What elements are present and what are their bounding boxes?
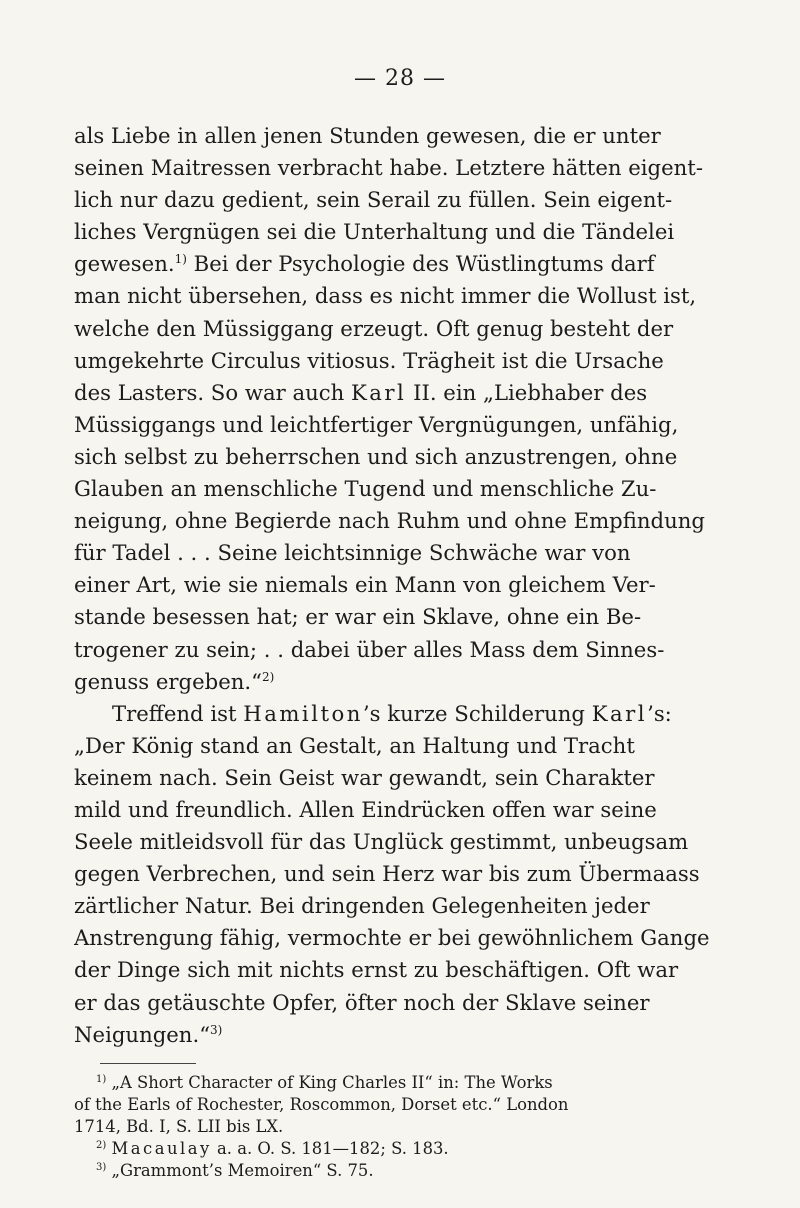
text-line: mild und freundlich. Allen Eindrücken offen war seine <box>74 796 657 822</box>
text-line: als Liebe in allen jenen Stunden gewesen, die er unter <box>74 123 661 148</box>
text-line: welche den Müssiggang erzeugt. Oft genug besteht der <box>74 315 674 341</box>
footnote-divider <box>100 1063 196 1064</box>
text-line <box>74 1019 728 1051</box>
text-line: einer Art, wie sie niemals ein Mann von gleichem Ver- <box>74 572 656 598</box>
footnote-text: a. a. O. S. 181—182; S. 183. <box>211 1139 449 1158</box>
text-line: „Der König stand an Gestalt, an Haltung und Tracht <box>74 732 635 758</box>
text-line: lich nur dazu gedient, sein Serail zu füllen. Sein eigent- <box>74 187 673 213</box>
footnotes <box>74 1072 728 1182</box>
text-fragment: Neigungen.“ <box>74 1021 211 1047</box>
text-fragment: Treffend ist <box>112 700 244 726</box>
text-line: keinem nach. Sein Geist war gewandt, sein Charakter <box>74 764 655 790</box>
footnote-3 <box>74 1160 728 1182</box>
text-line: der Dinge sich mit nichts ernst zu beschäftigen. Oft war <box>74 957 679 983</box>
person-name: Macaulay <box>111 1139 212 1158</box>
text-line: Anstrengung fähig, vermochte er bei gewöhnlichem Gange <box>74 925 710 951</box>
footnote-2 <box>74 1138 728 1160</box>
footnote-1-cont: of the Earls of Rochester, Roscommon, Dorset etc.“ London <box>74 1095 569 1114</box>
text-fragment: ’s kurze Schilderung <box>362 700 592 726</box>
text-line: gegen Verbrechen, und sein Herz war bis zum Übermaass <box>74 861 700 887</box>
text-fragment: Bei der Psychologie des Wüstlingtums darf <box>186 251 655 277</box>
body-text <box>74 120 728 1051</box>
text-line <box>74 248 728 280</box>
text-line: liches Vergnügen sei die Unterhaltung und die Tändelei <box>74 219 675 245</box>
text-line: stande besessen hat; er war ein Sklave, ohne ein Be- <box>74 604 642 630</box>
text-fragment: genuss ergeben.“ <box>74 668 262 694</box>
text-line: Seele mitleidsvoll für das Unglück gestimmt, unbeugsam <box>74 829 689 855</box>
text-fragment: II. ein „Liebhaber des <box>406 379 648 405</box>
footnote-mark: 1) <box>96 1074 107 1085</box>
footnote-text: „A Short Character of King Charles II“ in: The Works <box>111 1073 553 1092</box>
text-fragment: des Lasters. So war auch <box>74 379 351 405</box>
text-line: man nicht übersehen, dass es nicht immer die Wollust ist, <box>74 283 697 309</box>
text-line <box>74 698 728 730</box>
text-line: trogener zu sein; . . dabei über alles Mass dem Sinnes- <box>74 636 665 662</box>
text-line: Müssiggangs und leichtfertiger Vergnügungen, unfähig, <box>74 411 679 437</box>
page-number: — 28 — <box>354 66 446 91</box>
text-line: neigung, ohne Begierde nach Ruhm und ohne Empfindung <box>74 508 705 534</box>
text-line: sich selbst zu beherrschen und sich anzustrengen, ohne <box>74 443 678 469</box>
footnote-ref-1: 1) <box>174 252 187 267</box>
text-line <box>74 666 728 698</box>
footnote-mark: 3) <box>96 1162 107 1173</box>
text-line: seinen Maitressen verbracht habe. Letztere hätten eigent- <box>74 155 703 181</box>
footnote-mark: 2) <box>96 1140 107 1151</box>
person-name: Karl <box>591 700 648 726</box>
text-fragment: ’s: <box>647 700 672 726</box>
footnote-1 <box>74 1072 728 1094</box>
footnote-text: „Grammont’s Memoiren“ S. 75. <box>111 1161 374 1180</box>
footnote-ref-2: 2) <box>261 669 275 684</box>
text-line: er das getäuschte Opfer, öfter noch der Sklave seiner <box>74 989 650 1015</box>
text-line: Glauben an menschliche Tugend und menschliche Zu- <box>74 476 657 502</box>
footnote-ref-3: 3) <box>210 1022 223 1037</box>
footnote-1-cont: 1714, Bd. I, S. LII bis LX. <box>74 1117 284 1136</box>
person-name: Karl <box>350 379 407 405</box>
text-fragment: gewesen. <box>74 251 175 277</box>
text-line <box>74 377 728 409</box>
text-line: umgekehrte Circulus vitiosus. Trägheit ist die Ursache <box>74 347 664 373</box>
text-line: für Tadel . . . Seine leichtsinnige Schwäche war von <box>74 540 631 566</box>
text-line: zärtlicher Natur. Bei dringenden Gelegenheiten jeder <box>74 893 650 919</box>
person-name: Hamilton <box>243 700 363 726</box>
